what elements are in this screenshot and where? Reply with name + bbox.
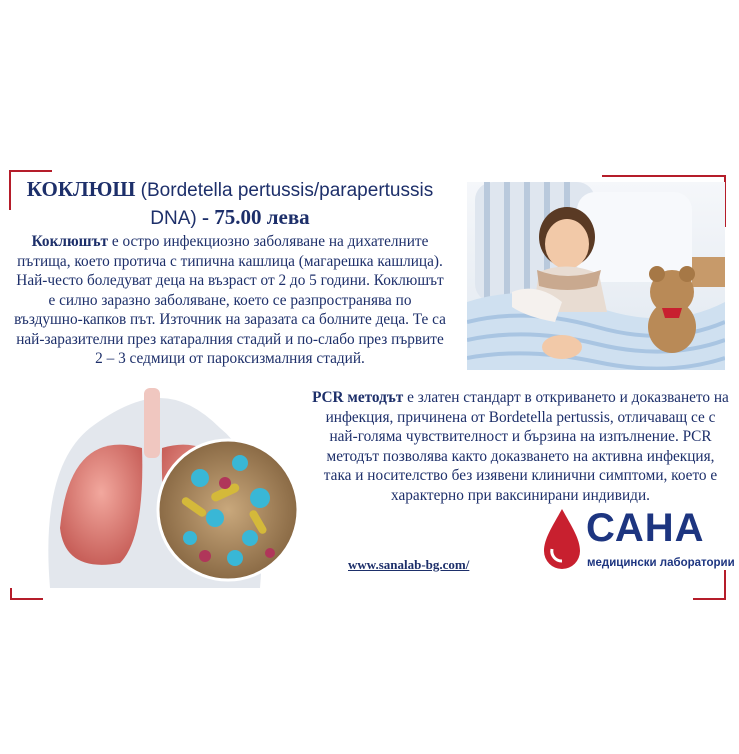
lungs-svg: [10, 388, 298, 588]
website-link[interactable]: www.sanalab-bg.com/: [348, 557, 470, 572]
corner-bracket-top-left-vertical: [9, 170, 11, 210]
test-price: - 75.00 лева: [196, 205, 310, 229]
sick-child-photo: [467, 182, 725, 370]
corner-bracket-bottom-right: [693, 598, 726, 600]
corner-bracket-bottom-left: [10, 598, 43, 600]
blood-drop-icon: [542, 507, 582, 573]
sick-child-illustration: [467, 182, 725, 370]
disease-text: е остро инфекциозно заболяване на дихателните пътища, което протича с типична кашлица (магарешка кашлица). Най-често боледуват деца на възраст от 2 до 5 години. Коклюшът е силно заразно заболяване, което се разпространява по въздушно-капков път. Източник на заразата са болните деца. Те са най-заразителни през катаралния стадий и по-слабо през първите 2 – 3 седмици от пароксизмалния стадий.: [14, 233, 446, 367]
corner-bracket-top-left: [9, 170, 52, 172]
lungs-bacteria-illustration: [10, 388, 298, 588]
pcr-text: е златен стандарт в откриването и доказването на инфекция, причинена от Bordetella pertussis, отличаващ се с най-голяма чувствителност и бързина на изпълнение. PCR методът позволява както доказването на активна инфекция, така и носителство без изявени клинични симптоми, което е характерно при ваксинирани индивиди.: [323, 389, 729, 504]
disease-term: Коклюшът: [31, 233, 109, 250]
logo-name: САНА: [586, 506, 705, 550]
sana-logo: [540, 505, 735, 575]
pcr-method-description: [312, 388, 729, 505]
test-title: [14, 176, 446, 232]
disease-description: [14, 232, 446, 369]
test-name: КОКЛЮШ: [26, 177, 136, 201]
test-dna-label: (Bordetella pertussis/parapertussis DNA): [135, 180, 434, 229]
corner-bracket-top-right: [602, 175, 726, 177]
logo-subtitle: медицински лаборатории: [587, 557, 735, 569]
pcr-term: PCR методът: [312, 389, 404, 406]
